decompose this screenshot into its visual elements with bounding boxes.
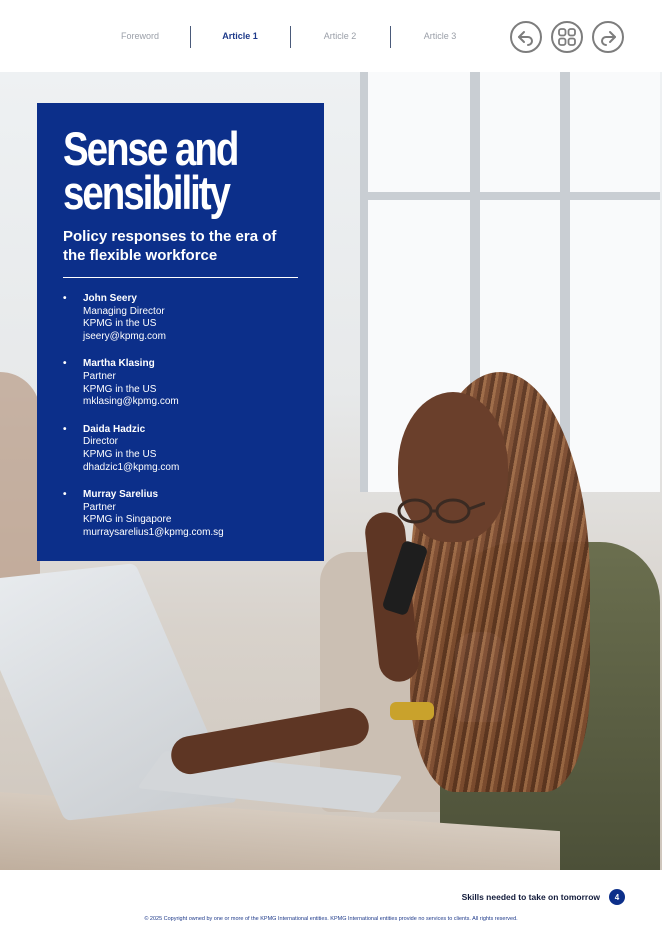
copyright-notice: © 2025 Copyright owned by one or more of the KPMG International entities. KPMG International entities provide no services to clients. All rights reserved. <box>144 916 518 922</box>
bullet-icon: • <box>63 489 67 501</box>
contact-org: KPMG in the US <box>83 448 157 460</box>
bullet-icon: • <box>63 293 67 304</box>
back-button[interactable] <box>510 21 542 53</box>
tab-foreword[interactable]: Foreword <box>120 31 159 41</box>
page-subtitle: Policy responses to the era of the flexible workforce <box>63 228 277 264</box>
contact-name: Murray Sarelius <box>83 489 159 501</box>
top-navigation <box>0 0 662 72</box>
glasses <box>395 497 485 525</box>
tab-article-3[interactable]: Article 3 <box>423 31 457 41</box>
contact-name: Daida Hadzic <box>83 423 146 435</box>
contact-list <box>63 293 298 540</box>
contact-email-link[interactable]: jseery@kpmg.com <box>83 330 166 342</box>
page-title <box>63 122 334 219</box>
arrow-forward-icon <box>598 27 618 47</box>
contact-name: Martha Klasing <box>83 358 155 370</box>
bracelet <box>390 702 434 720</box>
bullet-icon: • <box>63 358 67 370</box>
contact-org: KPMG in Singapore <box>83 514 172 526</box>
window-frame <box>360 72 368 492</box>
page-title-line-1: Sense and <box>63 122 238 175</box>
contact-name: John Seery <box>83 293 137 304</box>
tab-article-1[interactable]: Article 1 <box>222 31 258 41</box>
title-panel <box>37 103 324 561</box>
page-number-badge: 4 <box>609 889 625 905</box>
contact-role: Managing Director <box>83 305 165 317</box>
divider <box>63 277 298 278</box>
contact-role: Partner <box>83 501 116 513</box>
arrow-back-icon <box>516 27 536 47</box>
contact-role: Partner <box>83 370 116 382</box>
page-footer <box>0 870 662 936</box>
page-title-line-2: sensibility <box>63 166 229 219</box>
contact-email-link[interactable]: dhadzic1@kpmg.com <box>83 461 180 473</box>
contact-org: KPMG in the US <box>83 383 157 395</box>
contact-org: KPMG in the US <box>83 318 157 330</box>
bullet-icon: • <box>63 423 67 435</box>
contact-item <box>63 489 298 539</box>
contact-item <box>63 293 298 343</box>
tab-article-2[interactable]: Article 2 <box>323 31 357 41</box>
contact-email-link[interactable]: mklasing@kpmg.com <box>83 396 179 408</box>
contact-email-link[interactable]: murraysarelius1@kpmg.com.sg <box>83 526 224 538</box>
section-title: Skills needed to take on tomorrow <box>461 892 600 902</box>
contact-role: Director <box>83 436 119 448</box>
window-frame <box>360 192 660 200</box>
forward-button[interactable] <box>592 21 624 53</box>
contents-button[interactable] <box>551 21 583 53</box>
grid-icon <box>557 27 577 47</box>
contact-item <box>63 358 298 408</box>
contact-item <box>63 424 298 474</box>
